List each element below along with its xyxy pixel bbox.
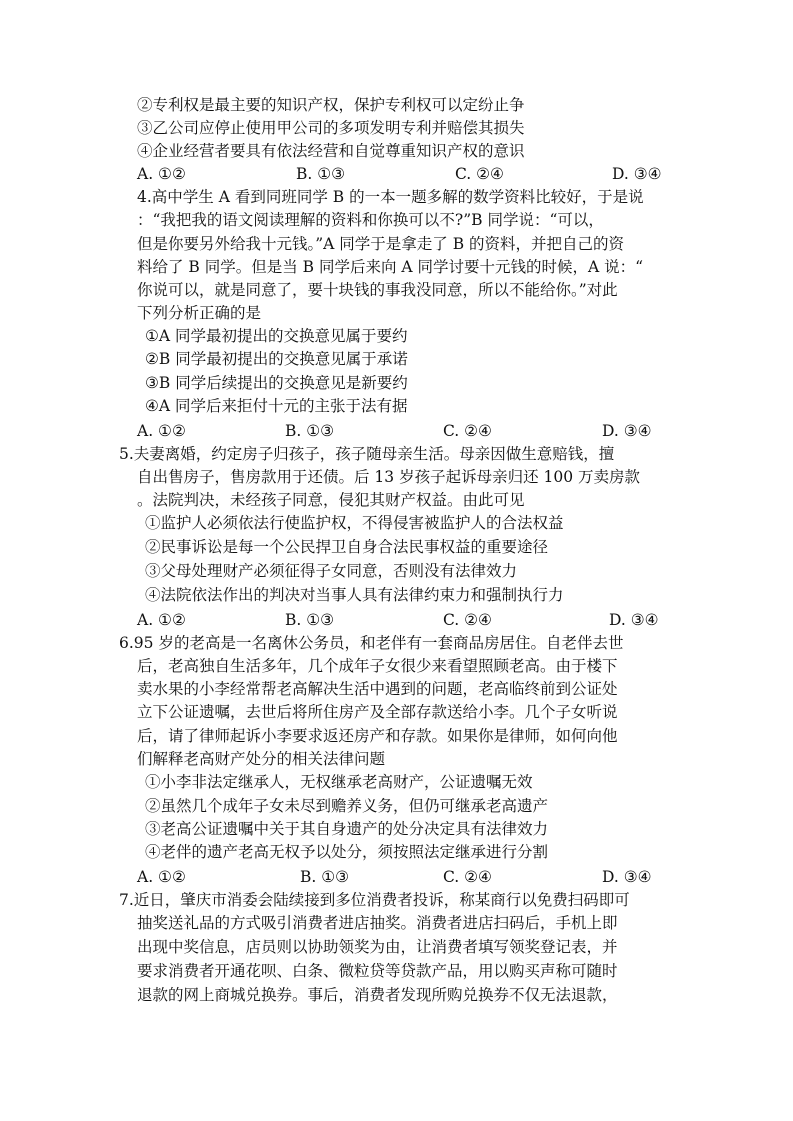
q4-statement-2: ②B 同学最初提出的交换意见属于承诺 — [145, 350, 408, 368]
q5-option-b: B. ①③ — [285, 611, 335, 629]
q7-line-2: 抽奖送礼品的方式吸引消费者进店抽奖。消费者进店扫码后，手机上即 — [137, 914, 618, 932]
q6-option-b: B. ①③ — [300, 868, 350, 886]
q6-line-1: 6.95 岁的老高是一名离休公务员，和老伴有一套商品房居住。自老伴去世 — [119, 634, 624, 652]
q5-line-3: 。法院判决，未经孩子同意，侵犯其财产权益。由此可见 — [137, 491, 525, 509]
q6-statement-2: ②虽然几个成年子女未尽到赡养义务，但仍可继承老高遗产 — [145, 797, 549, 815]
q7-line-1: 7.近日，肇庆市消委会陆续接到多位消费者投诉，称某商行以免费扫码即可 — [119, 891, 630, 909]
q7-line-3: 出现中奖信息，店员则以协助领奖为由，让消费者填写领奖登记表，并 — [137, 938, 618, 956]
q5-statement-1: ①监护人必须依法行使监护权，不得侵害被监护人的合法权益 — [145, 514, 564, 532]
q6-line-5: 后，请了律师起诉小李要求返还房产和存款。如果你是律师，如何向他 — [137, 727, 618, 745]
q4-statement-4: ④A 同学后来拒付十元的主张于法有据 — [145, 397, 408, 415]
q5-statement-3: ③父母处理财产必须征得子女同意，否则没有法律效力 — [145, 562, 518, 580]
q4-option-b: B. ①③ — [285, 422, 335, 440]
q4-statement-1: ①A 同学最初提出的交换意见属于要约 — [145, 327, 408, 345]
q3-option-c: C. ②④ — [455, 165, 504, 183]
q6-statement-4: ④老伴的遗产老高无权予以处分，须按照法定继承进行分割 — [145, 843, 549, 861]
q5-line-1: 5.夫妻离婚，约定房子归孩子，孩子随母亲生活。母亲因做生意赔钱，擅 — [119, 445, 615, 463]
q5-statement-4: ④法院依法作出的判决对当事人具有法律约束力和强制执行力 — [145, 586, 564, 604]
q4-line-4: 料给了 B 同学。但是当 B 同学后来向 A 同学讨要十元钱的时候，A 说：“ — [137, 258, 644, 276]
q5-option-a: A. ①② — [137, 611, 186, 629]
q4-line-6: 下列分析正确的是 — [137, 304, 262, 322]
q3-option-a: A. ①② — [137, 165, 186, 183]
q5-line-2: 自出售房子，售房款用于还债。后 13 岁孩子起诉母亲归还 100 万卖房款 — [137, 468, 641, 486]
q6-line-4: 立下公证遗嘱，去世后将所住房产及全部存款送给小李。几个子女听说 — [137, 703, 618, 721]
q6-option-a: A. ①② — [137, 868, 186, 886]
q3-option-d: D. ③④ — [612, 165, 662, 183]
q6-option-c: C. ②④ — [443, 868, 492, 886]
q3-statement-4: ④企业经营者要具有依法经营和自觉尊重知识产权的意识 — [137, 142, 525, 160]
q4-option-c: C. ②④ — [443, 422, 492, 440]
q3-statement-3: ③乙公司应停止使用甲公司的多项发明专利并赔偿其损失 — [137, 119, 525, 137]
q6-line-3: 卖水果的小李经常帮老高解决生活中遇到的问题，老高临终前到公证处 — [137, 680, 618, 698]
q4-option-a: A. ①② — [137, 422, 186, 440]
q4-statement-3: ③B 同学后续提出的交换意见是新要约 — [145, 374, 408, 392]
q4-option-d: D. ③④ — [602, 422, 652, 440]
q7-line-5: 退款的网上商城兑换券。事后，消费者发现所购兑换券不仅无法退款， — [137, 986, 618, 1004]
q4-line-3: 但是你要另外给我十元钱。”A 同学于是拿走了 B 的资料，并把自己的资 — [137, 235, 625, 253]
q6-option-d: D. ③④ — [602, 868, 652, 886]
q5-option-d: D. ③④ — [609, 611, 659, 629]
q3-option-b: B. ①③ — [296, 165, 346, 183]
q4-line-2: ：“我把我的语文阅读理解的资料和你换可以不?”B 同学说：“可以， — [137, 211, 604, 229]
q4-line-1: 4.高中学生 A 看到同班同学 B 的一本一题多解的数学资料比较好，于是说 — [137, 188, 644, 206]
q6-line-6: 们解释老高财产处分的相关法律问题 — [137, 750, 386, 768]
q6-line-2: 后，老高独自生活多年，几个成年子女很少来看望照顾老高。由于楼下 — [137, 657, 618, 675]
q7-line-4: 要求消费者开通花呗、白条、微粒贷等贷款产品，用以购买声称可随时 — [137, 962, 618, 980]
q6-statement-1: ①小李非法定继承人，无权继承老高财产，公证遗嘱无效 — [145, 773, 533, 791]
q4-line-5: 你说可以，就是同意了，要十块钱的事我没同意，所以不能给你。”对此 — [137, 281, 618, 299]
q5-option-c: C. ②④ — [443, 611, 492, 629]
q6-statement-3: ③老高公证遗嘱中关于其自身遗产的处分决定具有法律效力 — [145, 820, 549, 838]
q3-statement-2: ②专利权是最主要的知识产权，保护专利权可以定纷止争 — [137, 96, 525, 114]
q5-statement-2: ②民事诉讼是每一个公民捍卫自身合法民事权益的重要途径 — [145, 538, 549, 556]
